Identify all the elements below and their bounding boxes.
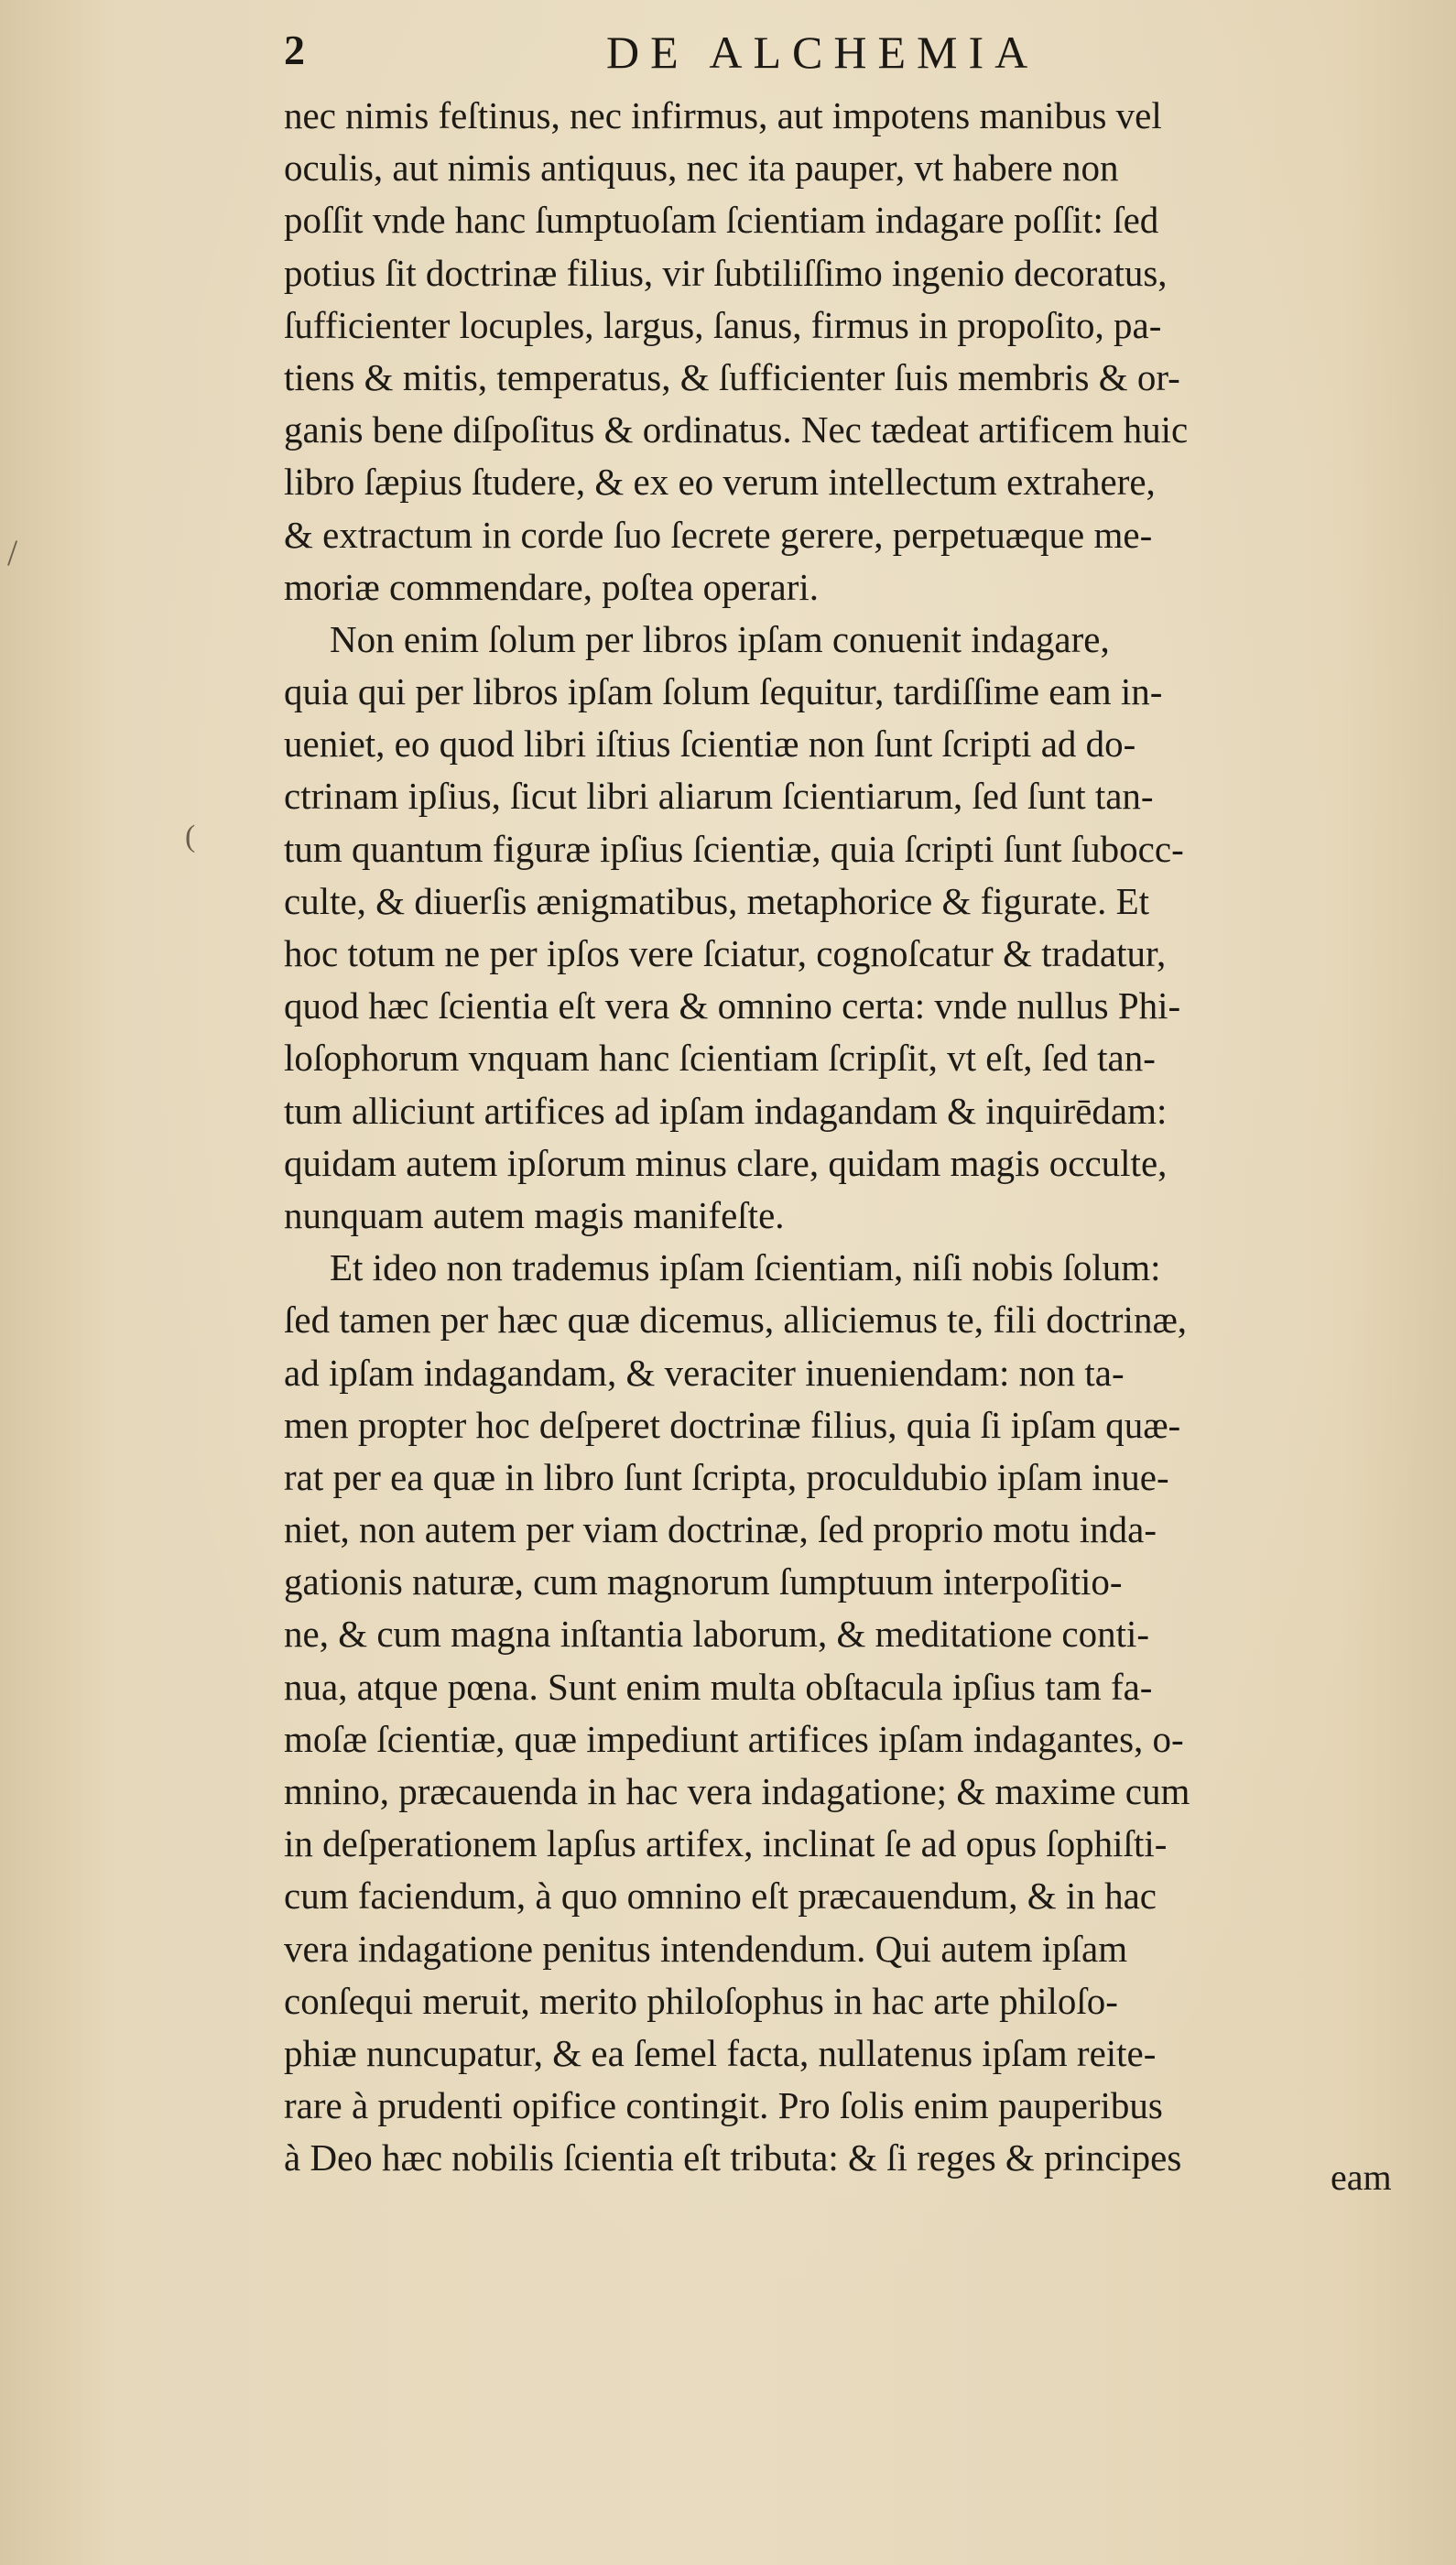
page-number: 2 (284, 27, 305, 73)
text-line: men propter hoc deſperet doctrinæ filius, quia ſi ipſam quæ- (284, 1403, 1181, 1446)
text-line: niet, non autem per viam doctrinæ, ſed proprio motu inda- (284, 1508, 1157, 1551)
text-line: poſſit vnde hanc ſumptuoſam ſcientiam indagare poſſit: ſed (284, 199, 1159, 242)
text-line: rat per ea quæ in libro ſunt ſcripta, proculdubio ipſam inue- (284, 1455, 1169, 1498)
paragraph-2 (284, 614, 1424, 1242)
catchword: eam (1331, 2157, 1392, 2198)
text-line: quidam autem ipſorum minus clare, quidam magis occulte, (284, 1141, 1168, 1184)
text-line: tum quantum figuræ ipſius ſcientiæ, quia ſcripti ſunt ſubocc- (284, 827, 1184, 870)
text-line: ctrinam ipſius, ſicut libri aliarum ſcientiarum, ſed ſunt tan- (284, 775, 1154, 818)
text-line: ueniet, eo quod libri iſtius ſcientiæ non ſunt ſcripti ad do- (284, 723, 1136, 766)
text-line: ſufficienter locuples, largus, ſanus, firmus in propoſito, pa- (284, 303, 1162, 346)
body-text (284, 90, 1424, 2185)
text-line: & extractum in corde ſuo ſecrete gerere, perpetuæque me- (284, 513, 1153, 556)
text-line: cum faciendum, à quo omnino eſt præcauendum, & in hac (284, 1875, 1157, 1918)
text-line: libro ſæpius ſtudere, & ex eo verum intellectum extrahere, (284, 461, 1156, 504)
text-line: quod hæc ſcientia eſt vera & omnino certa: vnde nullus Phi- (284, 984, 1181, 1027)
text-line: ſed tamen per hæc quæ dicemus, alliciemus te, fili doctrinæ, (284, 1299, 1188, 1342)
text-line: conſequi meruit, merito philoſophus in hac arte philoſo- (284, 1979, 1118, 2022)
text-line: tum alliciunt artifices ad ipſam indagandam & inquirēdam: (284, 1089, 1168, 1132)
text-line: tiens & mitis, temperatus, & ſufficienter ſuis membris & or- (284, 355, 1180, 398)
text-line: moſæ ſcientiæ, quæ impediunt artifices ipſam indagantes, o- (284, 1717, 1184, 1760)
text-line: mnino, præcauenda in hac vera indagatione; & maxime cum (284, 1770, 1190, 1812)
running-title: DE ALCHEMIA (606, 27, 1039, 78)
text-line: moriæ commendare, poſtea operari. (284, 565, 820, 608)
text-line: ganis bene diſpoſitus & ordinatus. Nec tædeat artificem huic (284, 408, 1189, 451)
text-line: hoc totum ne per ipſos vere ſciatur, cognoſcatur & tradatur, (284, 932, 1167, 974)
text-line: nec nimis feſtinus, nec infirmus, aut impotens manibus vel (284, 94, 1162, 136)
text-line: ad ipſam indagandam, & veraciter inueniendam: non ta- (284, 1351, 1125, 1394)
text-line: gationis naturæ, cum magnorum ſumptuum interpoſitio- (284, 1560, 1123, 1603)
paragraph-3 (284, 1242, 1424, 2184)
margin-pencil-mark: / (7, 532, 18, 573)
text-line: à Deo hæc nobilis ſcientia eſt tributa: & ſi reges & principes (284, 2136, 1182, 2179)
text-line: quia qui per libros ipſam ſolum ſequitur, tardiſſime eam in- (284, 670, 1163, 713)
text-line: Non enim ſolum per libros ipſam conuenit indagare, (330, 617, 1110, 660)
text-line: phiæ nuncupatur, & ea ſemel facta, nullatenus ipſam reite- (284, 2031, 1157, 2074)
text-line: loſophorum vnquam hanc ſcientiam ſcripſit, vt eſt, ſed tan- (284, 1037, 1156, 1080)
text-line: culte, & diuerſis ænigmatibus, metaphorice & figurate. Et (284, 879, 1150, 922)
text-line: in deſperationem lapſus artifex, inclinat ſe ad opus ſophiſti- (284, 1822, 1168, 1865)
text-line: Et ideo non trademus ipſam ſcientiam, niſi nobis ſolum: (330, 1246, 1161, 1289)
paragraph-1 (284, 90, 1424, 614)
text-line: rare à prudenti opifice contingit. Pro ſolis enim pauperibus (284, 2084, 1163, 2127)
text-line: vera indagatione penitus intendendum. Qui autem ipſam (284, 1927, 1128, 1970)
text-line: oculis, aut nimis antiquus, nec ita pauper, vt habere non (284, 147, 1119, 190)
text-line: nua, atque pœna. Sunt enim multa obſtacula ipſius tam fa- (284, 1665, 1153, 1708)
margin-pencil-mark: ( (185, 820, 196, 853)
text-line: potius ſit doctrinæ filius, vir ſubtiliſſimo ingenio decoratus, (284, 251, 1168, 294)
text-line: ne, & cum magna inſtantia laborum, & meditatione conti- (284, 1613, 1150, 1656)
text-line: nunquam autem magis manifeſte. (284, 1193, 785, 1236)
running-head (284, 26, 1108, 90)
